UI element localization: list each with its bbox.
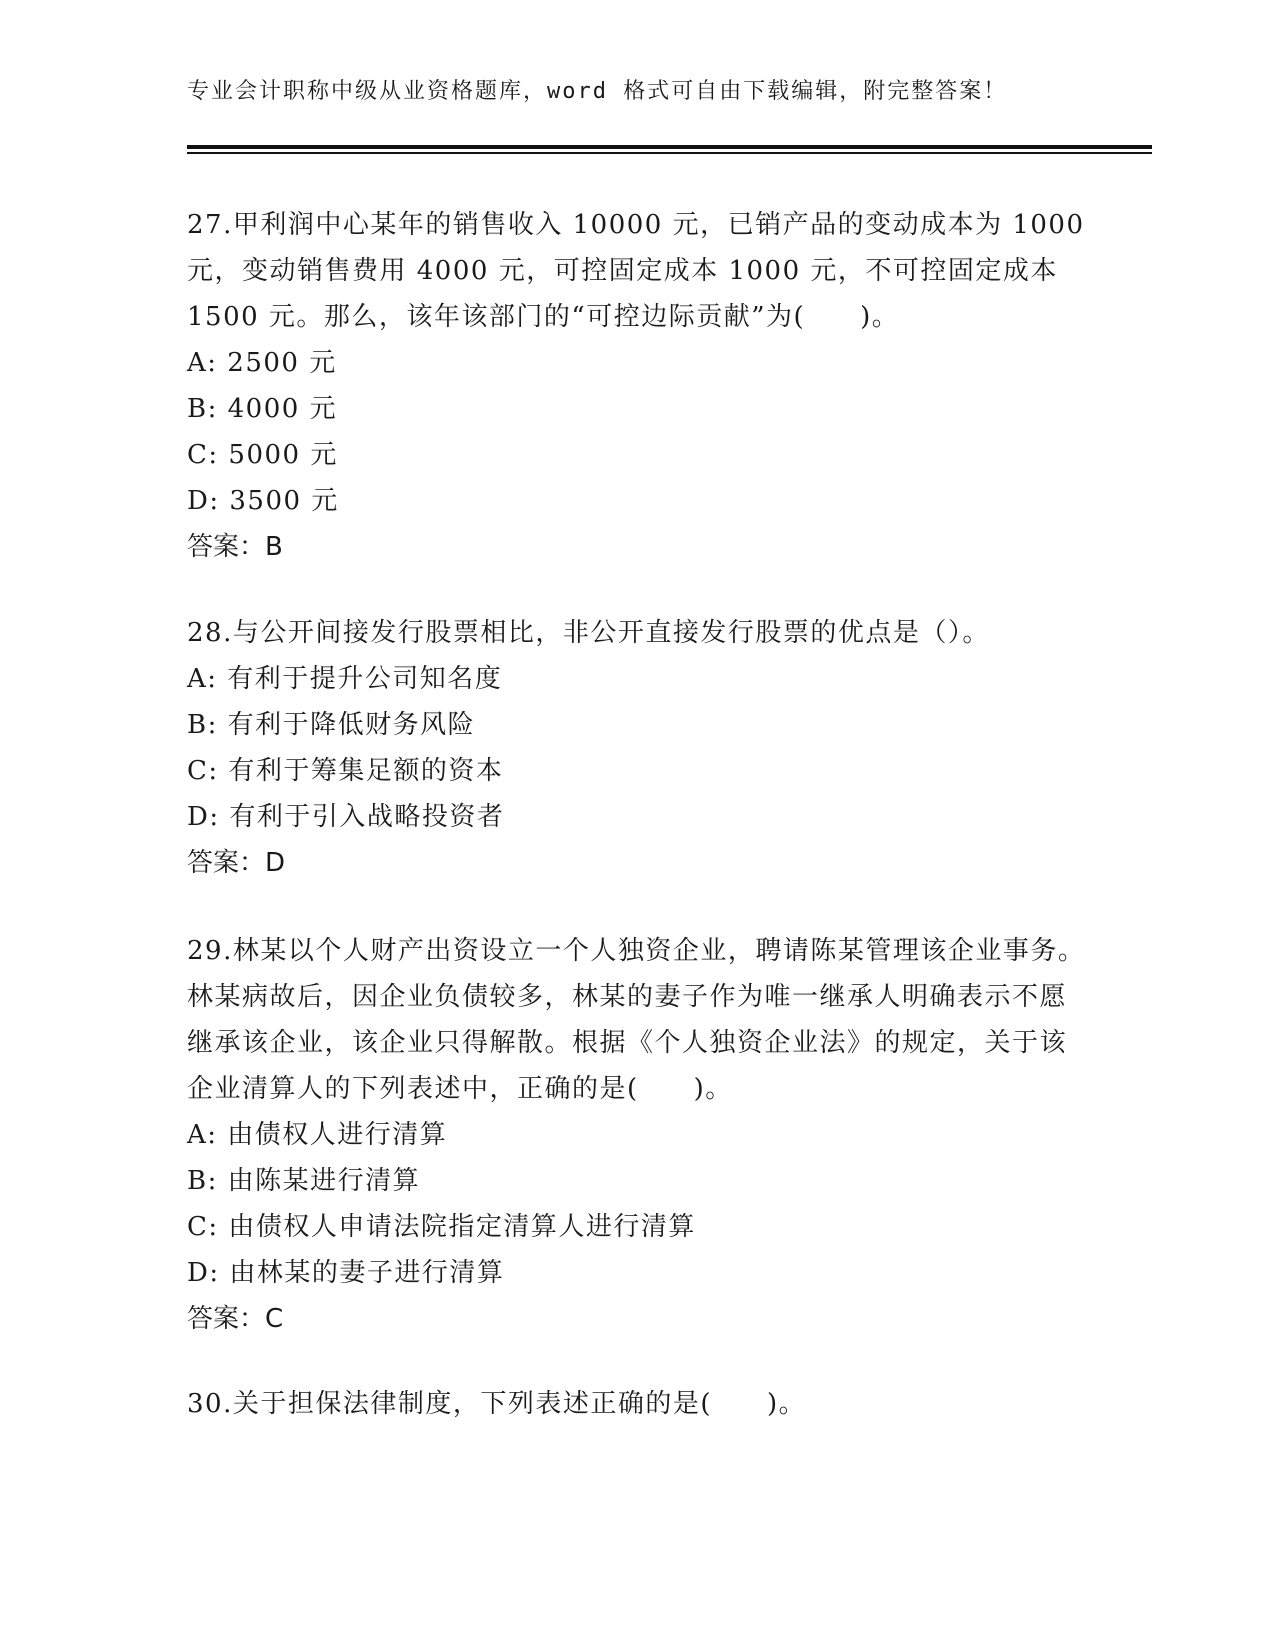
option-c: C: 由债权人申请法院指定清算人进行清算 xyxy=(187,1212,696,1242)
question-stem: 30.关于担保法律制度，下列表述正确的是( )。 xyxy=(187,1389,807,1419)
option-b: B: 4000 元 xyxy=(187,394,338,424)
question-stem: 28.与公开间接发行股票相比，非公开直接发行股票的优点是（）。 xyxy=(187,618,990,648)
option-d: D: 有利于引入战略投资者 xyxy=(187,802,505,832)
question-stem: 29.林某以个人财产出资设立一个人独资企业，聘请陈某管理该企业事务。林某病故后，因企业负债较多，林某的妻子作为唯一继承人明确表示不愿继承该企业，该企业只得解散。根据《个人独资企业法》的规定，关于该企业清算人的下列表述中，正确的是( )。 xyxy=(187,936,1086,1104)
header-rule-thick xyxy=(187,145,1152,149)
option-a: A: 由债权人进行清算 xyxy=(187,1120,448,1150)
header-rule-thin xyxy=(187,152,1152,154)
question-28 xyxy=(187,610,1087,886)
question-29 xyxy=(187,928,1087,1342)
question-27 xyxy=(187,202,1087,570)
option-b: B: 由陈某进行清算 xyxy=(187,1166,421,1196)
option-d: D: 3500 元 xyxy=(187,486,339,516)
option-a: A: 有利于提升公司知名度 xyxy=(187,664,503,694)
question-stem: 27.甲利润中心某年的销售收入 10000 元，已销产品的变动成本为 1000 元，变动销售费用 4000 元，可控固定成本 1000 元，不可控固定成本 1500 元。那么，该年该部门的“可控边际贡献”为( )。 xyxy=(187,210,1085,332)
option-c: C: 有利于筹集足额的资本 xyxy=(187,756,504,786)
option-d: D: 由林某的妻子进行清算 xyxy=(187,1258,505,1288)
answer: 答案：B xyxy=(187,532,283,562)
page-header: 专业会计职称中级从业资格题库，word 格式可自由下载编辑，附完整答案！ xyxy=(187,79,1008,104)
option-b: B: 有利于降低财务风险 xyxy=(187,710,476,740)
answer: 答案：D xyxy=(187,848,286,878)
option-a: A: 2500 元 xyxy=(187,348,337,378)
option-c: C: 5000 元 xyxy=(187,440,338,470)
answer: 答案：C xyxy=(187,1304,284,1334)
question-30 xyxy=(187,1381,1087,1427)
